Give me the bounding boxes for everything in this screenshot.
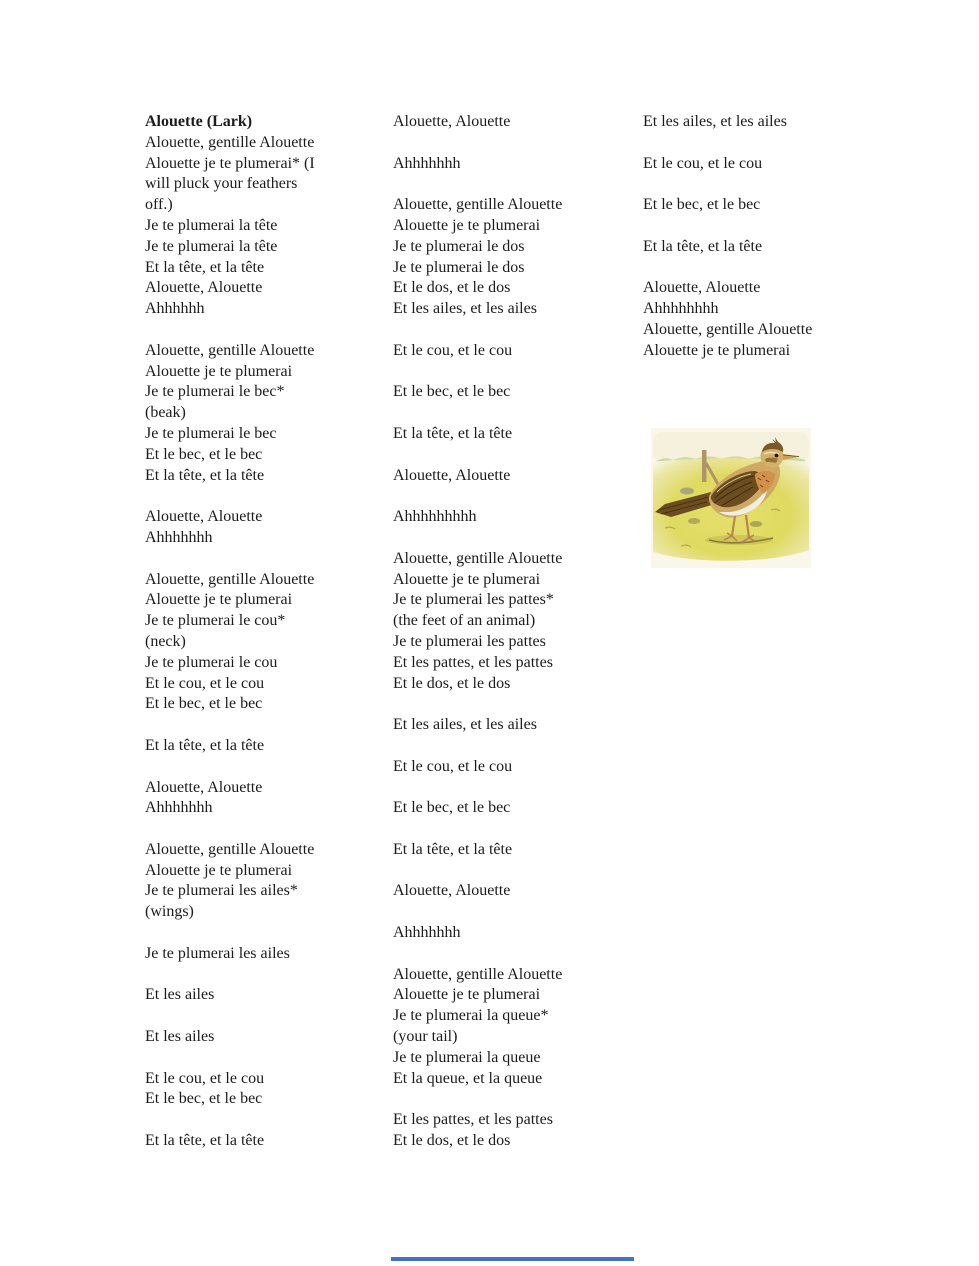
- lyric-line: Ahhhhhh: [145, 300, 205, 318]
- lyric-line: Alouette je te plumerai: [643, 341, 791, 359]
- blank-line: [145, 1048, 377, 1069]
- lyric-line: Je te plumerai la tête: [145, 216, 278, 234]
- blank-line: [393, 736, 631, 757]
- lyric-line: (beak): [145, 404, 186, 422]
- lyric-line: Alouette, Alouette: [145, 508, 263, 526]
- blank-line: [393, 1089, 631, 1110]
- blank-line: [393, 528, 631, 549]
- lyric-line: Je te plumerai les pattes: [393, 632, 546, 650]
- lyric-line: Et la tête, et la tête: [643, 237, 763, 255]
- blank-line: [393, 861, 631, 882]
- blank-line: [393, 486, 631, 507]
- lyric-line: Et les ailes: [145, 1028, 215, 1046]
- blank-line: [145, 1110, 377, 1131]
- lyric-line: Alouette je te plumerai: [393, 986, 541, 1004]
- lyric-line: Je te plumerai le cou*: [145, 612, 286, 630]
- blank-line: [643, 258, 881, 279]
- blank-line: [393, 902, 631, 923]
- lyric-line: (the feet of an animal): [393, 612, 536, 630]
- lyric-line: Alouette, gentille Alouette: [145, 840, 315, 858]
- blank-line: [643, 174, 881, 195]
- blank-line: [393, 133, 631, 154]
- lyric-line: Alouette, gentille Alouette: [393, 549, 563, 567]
- blank-line: [393, 819, 631, 840]
- lark-illustration-svg: [650, 428, 812, 568]
- lyric-line: Alouette je te plumerai: [393, 216, 541, 234]
- lyric-line: Alouette je te plumerai: [145, 591, 293, 609]
- blank-line: [145, 757, 377, 778]
- lyric-line: Et la tête, et la tête: [393, 424, 513, 442]
- lyric-line: Et les ailes, et les ailes: [393, 716, 537, 734]
- lyric-line: will pluck your feathers: [145, 175, 298, 193]
- blank-line: [145, 549, 377, 570]
- lyric-line: Ahhhhhhh: [393, 154, 461, 172]
- lyric-line: Et le cou, et le cou: [643, 154, 763, 172]
- lyric-line: Alouette, Alouette: [393, 882, 511, 900]
- lyric-line: Et le cou, et le cou: [145, 674, 265, 692]
- lyric-line: Et le cou, et le cou: [393, 757, 513, 775]
- lyric-line: Alouette je te plumerai* (I: [145, 154, 315, 172]
- blank-line: [145, 320, 377, 341]
- blank-line: [393, 694, 631, 715]
- lyric-line: (wings): [145, 903, 194, 921]
- blank-line: [145, 819, 377, 840]
- blank-line: [145, 1006, 377, 1027]
- lyric-line: Et les ailes: [145, 986, 215, 1004]
- lyric-line: (your tail): [393, 1028, 458, 1046]
- lark-illustration: [650, 428, 812, 568]
- lyric-line: Et le bec, et le bec: [393, 799, 511, 817]
- blank-line: [145, 923, 377, 944]
- lyric-line: Je te plumerai les pattes*: [393, 591, 554, 609]
- lyric-line: Je te plumerai le cou: [145, 653, 278, 671]
- blank-line: [145, 486, 377, 507]
- lyric-line: Et le bec, et le bec: [643, 196, 761, 214]
- lyric-line: Je te plumerai la queue: [393, 1048, 541, 1066]
- lyric-line: Je te plumerai le dos: [393, 258, 525, 276]
- blank-line: [393, 320, 631, 341]
- lyric-line: Alouette, gentille Alouette: [145, 570, 315, 588]
- bottom-blue-rule: [391, 1257, 634, 1261]
- lyric-line: Je te plumerai le bec*: [145, 383, 285, 401]
- lyric-line: Et le bec, et le bec: [145, 445, 263, 463]
- blank-line: [393, 778, 631, 799]
- lyric-line: Et le bec, et le bec: [145, 1090, 263, 1108]
- lyrics-column-3: [643, 112, 881, 362]
- lyric-line: Et la tête, et la tête: [393, 840, 513, 858]
- lyric-line: Et le dos, et le dos: [393, 1132, 511, 1150]
- lyric-line: Et le dos, et le dos: [393, 674, 511, 692]
- lyric-line: Alouette, gentille Alouette: [145, 133, 315, 151]
- lyric-line: Alouette, Alouette: [393, 466, 511, 484]
- lyric-line: Je te plumerai les ailes*: [145, 882, 298, 900]
- blank-line: [643, 216, 881, 237]
- blank-line: [393, 362, 631, 383]
- lyric-line: Ahhhhhhhh: [643, 300, 719, 318]
- blank-line: [393, 403, 631, 424]
- lyric-line: Alouette je te plumerai: [145, 861, 293, 879]
- lyric-line: Ahhhhhhh: [393, 924, 461, 942]
- blank-line: [393, 445, 631, 466]
- lyric-line: Ahhhhhhhhh: [393, 508, 477, 526]
- lyric-line: Et le cou, et le cou: [145, 1069, 265, 1087]
- blank-line: [145, 965, 377, 986]
- lyric-line: Alouette, gentille Alouette: [393, 965, 563, 983]
- song-title: Alouette (Lark): [145, 113, 253, 130]
- lyric-line: Alouette, Alouette: [145, 778, 263, 796]
- lyric-line: Alouette je te plumerai: [393, 570, 541, 588]
- lyric-line: Et la tête, et la tête: [145, 258, 265, 276]
- blank-line: [393, 174, 631, 195]
- lyric-line: Alouette je te plumerai: [145, 362, 293, 380]
- lyric-line: Je te plumerai la queue*: [393, 1007, 549, 1025]
- lyric-line: Je te plumerai le bec: [145, 424, 277, 442]
- blank-line: [643, 133, 881, 154]
- lyrics-column-1: [145, 112, 377, 1152]
- lyric-line: Alouette, Alouette: [643, 279, 761, 297]
- lyric-line: Je te plumerai le dos: [393, 237, 525, 255]
- lyric-line: Ahhhhhhh: [145, 799, 213, 817]
- lyric-line: Et les ailes, et les ailes: [393, 300, 537, 318]
- lyric-line: Et le bec, et le bec: [145, 695, 263, 713]
- lyric-line: Et le bec, et le bec: [393, 383, 511, 401]
- lyric-line: Je te plumerai la tête: [145, 237, 278, 255]
- lyric-line: Alouette, Alouette: [393, 113, 511, 130]
- lyric-line: Et le dos, et le dos: [393, 279, 511, 297]
- lyric-line: Et la tête, et la tête: [145, 736, 265, 754]
- lyric-line: Et les ailes, et les ailes: [643, 113, 787, 130]
- lyric-line: Ahhhhhhh: [145, 528, 213, 546]
- lyric-line: Alouette, gentille Alouette: [145, 341, 315, 359]
- lyric-line: Alouette, gentille Alouette: [643, 320, 813, 338]
- lyric-line: Alouette, Alouette: [145, 279, 263, 297]
- blank-line: [145, 715, 377, 736]
- lyric-line: Et la tête, et la tête: [145, 1132, 265, 1150]
- lyric-line: Et la tête, et la tête: [145, 466, 265, 484]
- lyric-line: (neck): [145, 632, 186, 650]
- lyric-line: Et les pattes, et les pattes: [393, 1111, 553, 1129]
- lyric-line: off.): [145, 196, 173, 214]
- lyric-line: Et la queue, et la queue: [393, 1069, 543, 1087]
- lyric-line: Et le cou, et le cou: [393, 341, 513, 359]
- blank-line: [393, 944, 631, 965]
- lyric-line: Et les pattes, et les pattes: [393, 653, 553, 671]
- lyrics-column-2: [393, 112, 631, 1152]
- lyric-line: Alouette, gentille Alouette: [393, 196, 563, 214]
- lyric-line: Je te plumerai les ailes: [145, 944, 290, 962]
